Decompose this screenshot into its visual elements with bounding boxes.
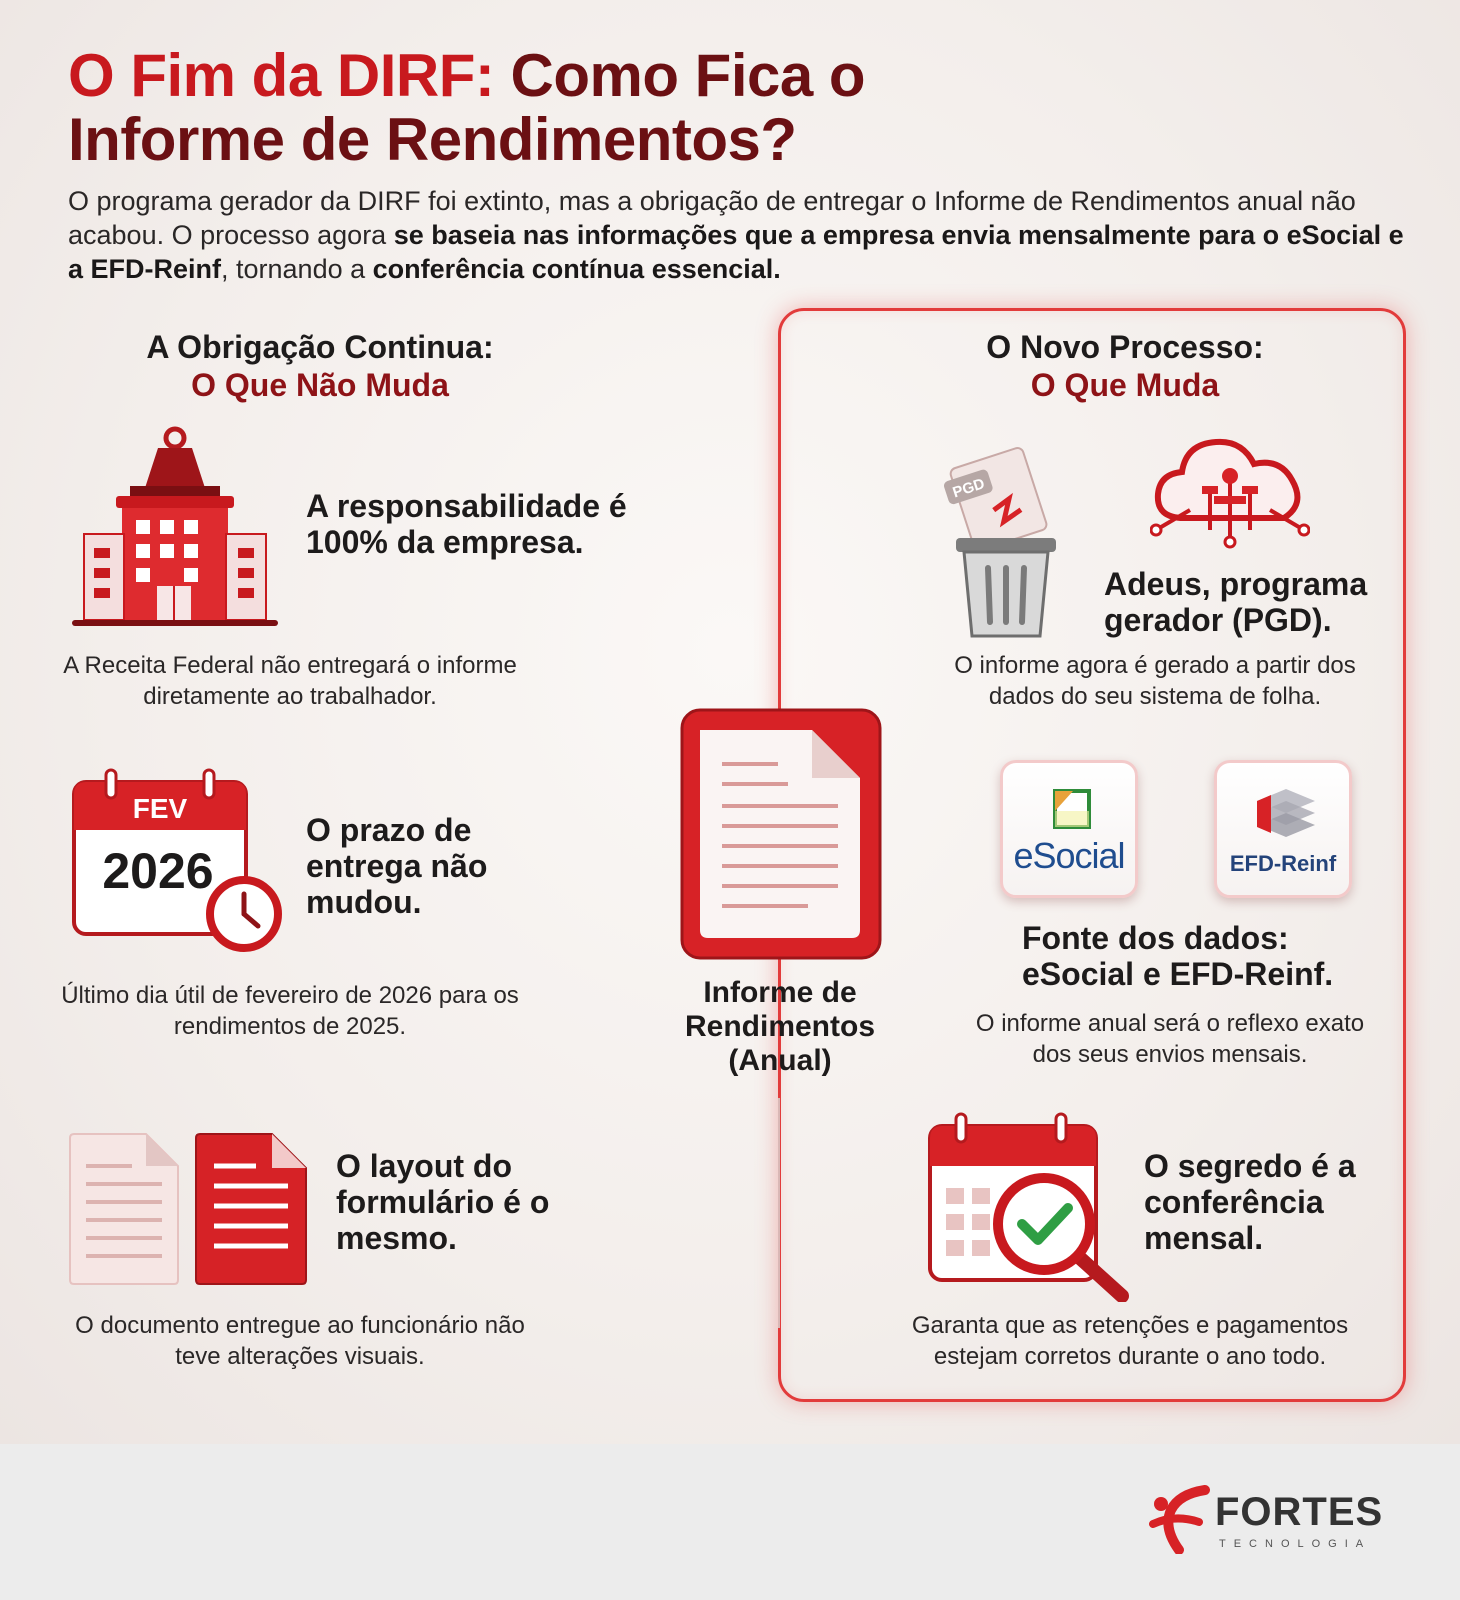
- building-icon: [70, 424, 280, 634]
- right-header-line2: O Que Muda: [1030, 367, 1220, 403]
- intro-text-1: O programa gerador da DIRF foi extinto, mas a obrigação de entregar o Informe de Rendimentos anual não acabou. O processo agora: [68, 186, 1356, 250]
- right-header-line1: O Novo Processo:: [986, 329, 1264, 365]
- cloud-network-icon: [1150, 430, 1310, 560]
- calendar-clock-icon: [70, 768, 290, 968]
- right-item-1-desc: O informe agora é gerado a partir dos dados do seu sistema de folha.: [954, 652, 1356, 710]
- left-item-1-desc: A Receita Federal não entregará o informe diretamente ao trabalhador.: [63, 652, 517, 710]
- calendar-year: 2026: [102, 843, 214, 899]
- title-red-part: O Fim da DIRF:: [68, 42, 495, 109]
- fortes-logo: [1145, 1480, 1385, 1560]
- right-item-2-desc: O informe anual será o reflexo exato dos seus envios mensais.: [975, 1010, 1365, 1068]
- right-item-3-title: O segredo é a conferência mensal.: [1144, 1148, 1356, 1256]
- esocial-label: eSocial: [1013, 835, 1125, 876]
- left-item-2-title: O prazo de entrega não mudou.: [306, 812, 488, 920]
- intro-bold-2: conferência contínua essencial.: [372, 254, 781, 284]
- center-doc-label: Informe de Rendimentos (Anual): [684, 976, 876, 1077]
- title-dark-part-1: Como Fica o: [510, 42, 866, 109]
- pgd-label: PGD: [950, 475, 987, 502]
- left-item-1-title: A responsabilidade é 100% da empresa.: [306, 488, 627, 560]
- right-section-header: [920, 328, 1330, 404]
- left-item-3-title: O layout do formulário é o mesmo.: [336, 1148, 550, 1256]
- fortes-logo-mark-icon: [1149, 1484, 1219, 1554]
- esocial-logo-icon: [1051, 789, 1093, 829]
- layers-icon: [1247, 783, 1325, 847]
- title-dark-part-2: Informe de Rendimentos?: [68, 106, 797, 173]
- right-item-1-title: Adeus, programa gerador (PGD).: [1104, 566, 1368, 638]
- left-item-2-desc: Último dia útil de fevereiro de 2026 para os rendimentos de 2025.: [61, 982, 519, 1040]
- left-header-line2: O Que Não Muda: [191, 367, 449, 403]
- efd-reinf-label: EFD-Reinf: [1229, 851, 1337, 876]
- left-section-header: [110, 328, 530, 404]
- efd-reinf-tile: [1214, 760, 1352, 898]
- right-item-2-title: Fonte dos dados: eSocial e EFD-Reinf.: [1022, 920, 1334, 992]
- page-title: [68, 44, 1068, 172]
- left-header-line1: A Obrigação Continua:: [146, 329, 494, 365]
- calendar-month: FEV: [132, 793, 188, 824]
- left-item-3-desc: O documento entregue ao funcionário não teve alterações visuais.: [75, 1312, 525, 1370]
- connector-line: [778, 1098, 780, 1328]
- right-item-3-desc: Garanta que as retenções e pagamentos estejam corretos durante o ano todo.: [911, 1312, 1349, 1370]
- documents-icon: [66, 1130, 326, 1290]
- intro-paragraph: [68, 184, 1408, 286]
- logo-word: FORTES: [1215, 1490, 1384, 1534]
- intro-text-2: , tornando a: [221, 254, 373, 284]
- trash-pgd-icon: [944, 440, 1074, 640]
- intro-bold-1: se baseia nas informações que a empresa envia mensalmente para o eSocial e a EFD-Reinf: [68, 220, 1404, 284]
- calendar-magnifier-check-icon: [926, 1112, 1136, 1302]
- logo-sub: TECNOLOGIA: [1219, 1538, 1372, 1550]
- document-icon: [678, 706, 884, 962]
- esocial-tile: [1000, 760, 1138, 898]
